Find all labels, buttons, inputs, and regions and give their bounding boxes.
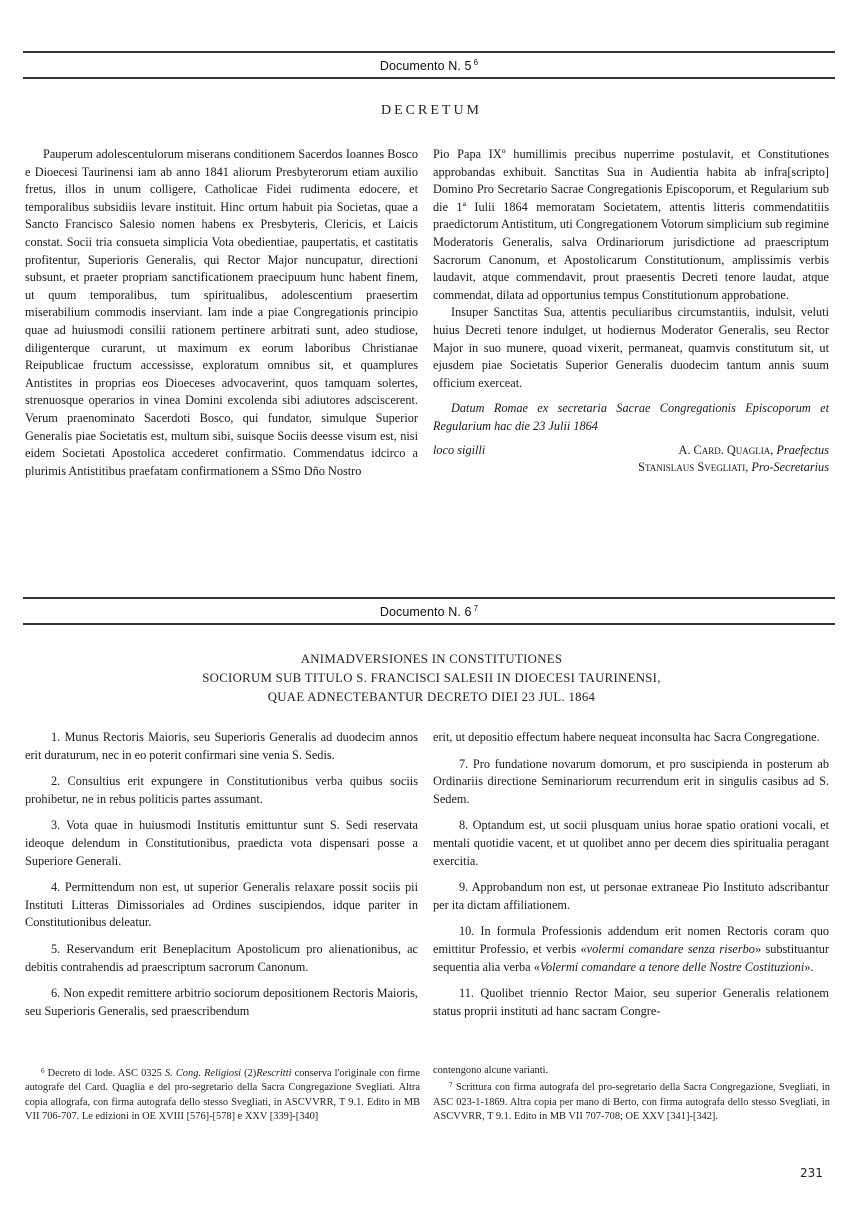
decretum-left-column	[25, 146, 418, 480]
document-6-header	[23, 597, 835, 625]
signature-prefect: A. Card. Quaglia, Praefectus	[678, 442, 829, 457]
page-number: 231	[800, 1166, 823, 1180]
decretum-paragraph-3: Insuper Sanctitas Sua, attentis peculiaribus circumstantiis, indulsit, veluti huius Decreti tenore indulget, ut hodiernus Moderator Generalis, seu Rector Major in suo munere, quoad vixerit, permaneat, quamvis constitutum sit, ut ejusdem piae Societatis Superior Generalis duodecim tantum annis suum officium exerceat.	[433, 305, 829, 390]
signature-block	[433, 442, 829, 460]
list-item: 7. Pro fundatione novarum domorum, et pro suscipienda in posterum ab Ordinariis directione Seminariorum recurrendum erit in singulis casibus ad S. Sedem.	[433, 756, 829, 806]
animadversiones-title: ANIMADVERSIONES IN CONSTITUTIONES SOCIORUM SUB TITULO S. FRANCISCI SALESII IN DIOECESI TAURINENSI, QUAE ADNECTEBANTUR DECRETO DIEI 23 JUL. 1864	[202, 652, 661, 704]
document-6-label: Documento N. 6 $^7$	[379, 603, 479, 619]
loco-sigilli: loco sigilli	[433, 442, 486, 457]
list-item: 2. Consultius erit expungere in Constitutionibus verba quibus sociis prohibetur, ne in rebus politicis partes assumant.	[25, 774, 418, 806]
list-item: 1. Munus Rectoris Maioris, seu Superioris Generalis ad duodecim annos erit duraturum, nec in eo poterit confirmari sine venia S. Sedis.	[25, 730, 418, 762]
list-item: 6. Non expedit remittere arbitrio sociorum depositionem Rectoris Maioris, seu Superioris Generalis, sed praescribendum	[25, 986, 418, 1018]
footnote-6: $^6$ Decreto di lode. ASC 0325 S. Cong. Religiosi (2)Rescritti conserva l'originale con firme autografe del Card. Quaglia e del pro-segretario della Sacra Congregazione Svegliati. Altra copia allografa, con firma autografa dello stesso Svegliati, in ASCVVRR, T 9.1. Edito in MB VII 706-707. Le edizioni in OE XVIII [576]-[578] e XXV [339]-[340]	[25, 1067, 421, 1122]
animadversiones-right-column	[433, 729, 829, 1029]
footnote-7: contengono alcune varianti. $^7$ Scrittura con firma autografa del pro-segretario della Sacra Congregazione, Svegliati, in ASC 023-1-1869. Altra copia per mano di Berto, con firma autografa dello stesso Svegliati, in ASCVVRR, T 9.1. Edito in MB VII 707-708; OE XXV [341]-[342].	[433, 1065, 830, 1122]
footnote-6-continued: contengono alcune varianti.	[433, 1065, 549, 1076]
list-item: 4. Permittendum non est, ut superior Generalis relaxare possit sociis pii Instituti Litteras Dimissoriales ad Ordines suscipiendos, idque pariter in Constitutionibus deleatur.	[25, 880, 418, 930]
datum-line: Datum Romae ex secretaria Sacrae Congregationis Episcoporum et Regularium hac die 23 Julii 1864	[433, 401, 829, 433]
list-item: 11. Quolibet triennio Rector Maior, seu superior Generalis relationem status proprii instituti ad hanc sacram Congre-	[433, 986, 829, 1018]
footnote-ref-6: 6	[473, 57, 479, 67]
signature-pro-secretary: Stanislaus Svegliati, Pro-Secretarius	[638, 460, 829, 475]
list-item: 3. Vota quae in huiusmodi Institutis emittuntur sunt S. Sedi reservata ideoque delendum in Constitutionibus, praedicta vota dispensari posse a Superiore Generali.	[25, 818, 418, 868]
animadversiones-left-column	[25, 729, 418, 1029]
list-item: 10. In formula Professionis addendum erit nomen Rectoris coram quo emittitur Professio, et verbis «volermi comandare senza riserbo» substituantur sequentia alia verba «Volermi comandare a tenore delle Nostre Costituzioni».	[433, 924, 829, 974]
decretum-title: DECRETUM	[381, 103, 482, 118]
document-5-label: Documento N. 5 $^6$	[379, 57, 479, 73]
decretum-paragraph-1: Pauperum adolescentulorum miserans conditionem Sacerdos Ioannes Bosco e Dioecesi Taurinensi iam ab anno 1841 aliorum Presbyterorum etiam auxilio fretus, illos in unum colligere, Catholicae Fidei rudimenta edocere, et temporalibus subsidiis levare instituit. Hinc ortum habuit pia Societas, quae a Sancto Francisco Salesio nomen habens ex Presbyteris, Clericis, et Laicis constat. Socii tria consueta simplicia Vota obedientiae, paupertatis, et castitatis profitentur, Superioris Generalis, qui Rector Major nuncupatur, directioni subsunt, et praeter propriam sanctificationem praecipuum hunc habent finem, ut quum temporalibus, tum spiritualibus, adolescentium praesertim miserabilium commodis inserviant. Iam inde a piae Congregationis principio quae ad huiusmodi consilii rationem pertinere arbitrati sunt, adeo studiose, diligenterque curarunt, ut maximum ex eorum laboribus Christianae Reipublicae fructum accessisse, exploratum omnibus sit, et quamplures Antistites in proprias eos Dioeceses advocaverint, quos tamquam solertes, strenuosque operarios in vinea Domini excolenda sibi adiutores adsciscerent. Verum praenominato Sacerdoti Bosco, qui fundator, simulque Superior Generalis piae Societatis est, multum sibi, suisque Sociis deesse visum est, nisi eidem Societati Apostolica accederet confirmatio. Commendatus idcirco a plurimis Antistitibus praefatam confirmationem a SSmo Dño Nostro	[25, 147, 418, 478]
document-5-header	[23, 51, 835, 79]
list-item-continuation: erit, ut depositio effectum habere nequeat inconsulta hac Sacra Congregatione.	[433, 730, 820, 744]
decretum-right-column	[433, 146, 829, 477]
list-item: 9. Approbandum non est, ut personae extraneae Pio Instituto adscribantur per ita dictam affiliationem.	[433, 880, 829, 912]
list-item: 5. Reservandum erit Beneplacitum Apostolicum pro alienationibus, ac debitis contrahendis ad praescriptum sacrorum Canonum.	[25, 941, 418, 974]
decretum-paragraph-2: Pio Papa IXº humillimis precibus nuperrime postulavit, et Constitutiones approbandas exhibuit. Sanctitas Sua in Audientia habita ab infra[scripto] Domino Pro Secretario Sacrae Congregationis Episcoporum, et Regularium sub die 1ª Iulii 1864 memoratam Societatem, attentis litteris commendatitiis praedictorum Antistitum, uti Congregationem Votorum simplicium sub regimine Moderatoris Generalis, salva Ordinariorum jurisdictione ad praescriptum Sacrorum Canonum, et Apostolicarum Constitutionum, amplissimis verbis laudavit, atque commendavit, prout praesentis Decreti tenore laudat, atque commendat, dilata ad opportunius tempus Constitutionum approbatione.	[433, 147, 829, 302]
list-item: 8. Optandum est, ut socii plusquam unius horae spatio orationi vocali, et mentali quotidie vacent, et ut quolibet anno per decem dies spiritualia peragant exercitia.	[433, 818, 829, 868]
footnote-ref-7: 7	[473, 603, 479, 613]
